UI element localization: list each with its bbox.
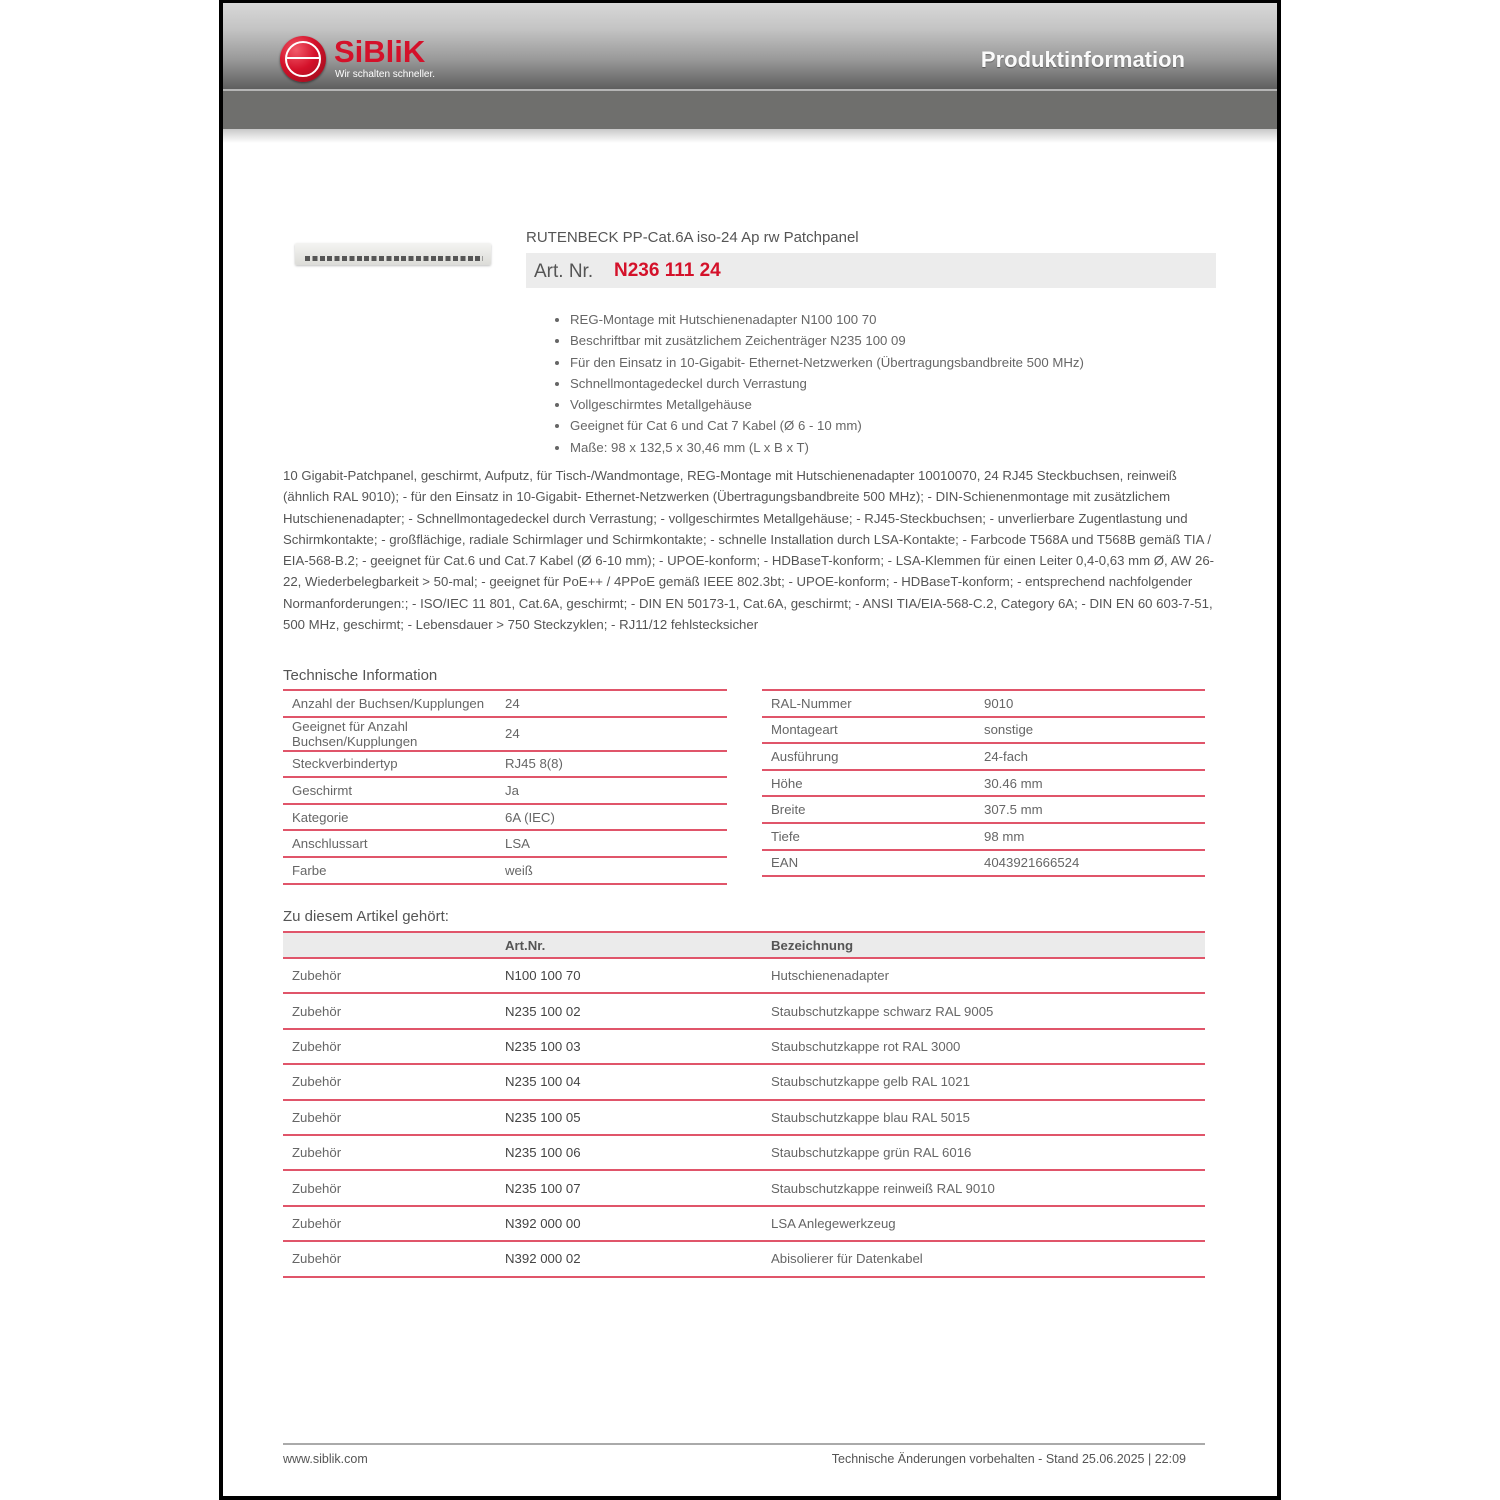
footer-website-link[interactable]: www.siblik.com <box>283 1452 368 1466</box>
header-dark-band <box>223 91 1277 129</box>
table-row <box>283 1029 1205 1064</box>
table-row <box>283 717 727 751</box>
accessory-art-nr: N392 000 02 <box>496 1241 762 1276</box>
accessory-art-nr: N235 100 03 <box>496 1029 762 1064</box>
patch-panel-body <box>295 243 491 265</box>
spec-label: Montageart <box>762 717 975 744</box>
accessory-name: Staubschutzkappe schwarz RAL 9005 <box>762 993 1205 1028</box>
spec-value: 24 <box>496 690 727 717</box>
tech-info-table-right <box>762 689 1205 877</box>
accessory-art-nr: N235 100 04 <box>496 1064 762 1099</box>
siblik-logo-icon <box>280 36 326 82</box>
article-number-bar <box>526 253 1216 288</box>
feature-item: • Geeignet für Cat 6 und Cat 7 Kabel (Ø 6 - 10 mm) <box>570 415 1084 436</box>
accessory-type: Zubehör <box>283 1029 496 1064</box>
product-datasheet-page <box>219 0 1281 1500</box>
table-row <box>762 690 1205 717</box>
spec-label: Tiefe <box>762 823 975 850</box>
accessory-name: Staubschutzkappe rot RAL 3000 <box>762 1029 1205 1064</box>
spec-value: 24 <box>496 717 727 751</box>
product-description: 10 Gigabit-Patchpanel, geschirmt, Aufputz, für Tisch-/Wandmontage, REG-Montage mit Hutschienenadapter 10010070, 24 RJ45 Steckbuchsen, reinweiß (ähnlich RAL 9010); - für den Einsatz in 10-Gigabit- Ethernet-Netzwerken (Übertragungsbandbreite 500 MHz); - DIN-Schienenmontage mit zusätzlichem Hutschienenadapter; - Schnellmontagedeckel durch Verrastung; - vollgeschirmtes Metallgehäuse; - RJ45-Steckbuchsen; - unverlierbare Zugentlastung und Schirmkontakte; - großflächige, radiale Schirmlager und Schirmkontakte; - schnelle Installation durch LSA-Kontakte; - Farbcode T568A und T568B gemäß TIA / EIA-568-B.2; - geeignet für Cat.6 und Cat.7 Kabel (Ø 6-10 mm); - UPOE-konform; - HDBaseT-konform; - LSA-Klemmen für einen Leiter 0,4-0,63 mm Ø, AW 26-22, Wiederbelegbarkeit > 50-mal; - geeignet für PoE++ / 4PPoE gemäß IEEE 802.3bt; - UPOE-konform; - HDBaseT-konform; - entsprechend nachfolgender Normanforderungen:; - ISO/IEC 11 801, Cat.6A, geschirmt; - DIN EN 50173-1, Cat.6A, geschirmt; - ANSI TIA/EIA-568-C.2, Category 6A; - DIN EN 60 603-7-51, 500 MHz, geschirmt; - Lebensdauer > 750 Steckzyklen; - RJ11/12 fehlstecksicher <box>283 468 1215 633</box>
footer-note: Technische Änderungen vorbehalten - Stand 25.06.2025 | 22:09 <box>831 1452 1186 1466</box>
siblik-logo <box>280 36 480 86</box>
spec-label: Anzahl der Buchsen/Kupplungen <box>283 690 496 717</box>
table-row <box>762 717 1205 744</box>
table-row <box>283 1064 1205 1099</box>
spec-label: Ausführung <box>762 743 975 770</box>
accessory-name: Staubschutzkappe blau RAL 5015 <box>762 1100 1205 1135</box>
accessory-type: Zubehör <box>283 958 496 993</box>
spec-label: Farbe <box>283 857 496 884</box>
brand-name: SiBliK <box>334 34 426 69</box>
spec-value: 9010 <box>975 690 1205 717</box>
table-row <box>283 777 727 804</box>
spec-label: Höhe <box>762 770 975 797</box>
feature-list <box>547 309 1084 458</box>
table-row <box>283 690 727 717</box>
feature-item: • Maße: 98 x 132,5 x 30,46 mm (L x B x T) <box>570 437 1084 458</box>
article-number: N236 111 24 <box>614 260 721 281</box>
table-row <box>283 804 727 831</box>
table-row <box>762 850 1205 877</box>
accessories-table <box>283 931 1205 1278</box>
accessory-name: Abisolierer für Datenkabel <box>762 1241 1205 1276</box>
spec-label: Kategorie <box>283 804 496 831</box>
accessory-name: LSA Anlegewerkzeug <box>762 1206 1205 1241</box>
spec-value: 30.46 mm <box>975 770 1205 797</box>
feature-item: • REG-Montage mit Hutschienenadapter N100 100 70 <box>570 309 1084 330</box>
spec-value: sonstige <box>975 717 1205 744</box>
spec-label: Breite <box>762 796 975 823</box>
accessory-name: Staubschutzkappe grün RAL 6016 <box>762 1135 1205 1170</box>
accessory-type: Zubehör <box>283 1241 496 1276</box>
tech-info-heading: Technische Information <box>283 667 438 684</box>
table-row <box>762 770 1205 797</box>
brand-tagline: Wir schalten schneller. <box>335 69 436 80</box>
accessory-name: Hutschienenadapter <box>762 958 1205 993</box>
accessory-type: Zubehör <box>283 1170 496 1205</box>
column-header-bezeichnung: Bezeichnung <box>762 932 1205 958</box>
accessory-art-nr: N235 100 06 <box>496 1135 762 1170</box>
accessory-art-nr: N235 100 05 <box>496 1100 762 1135</box>
patch-panel-ports <box>305 256 483 261</box>
table-row <box>283 993 1205 1028</box>
spec-label: Steckverbindertyp <box>283 751 496 778</box>
spec-value: 4043921666524 <box>975 850 1205 877</box>
column-header-type <box>283 932 496 958</box>
table-row <box>283 857 727 884</box>
spec-value: 24-fach <box>975 743 1205 770</box>
feature-item: • Schnellmontagedeckel durch Verrastung <box>570 373 1084 394</box>
tech-info-table-left <box>283 689 727 885</box>
header-shadow <box>223 129 1277 143</box>
spec-label: Geeignet für Anzahl Buchsen/Kupplungen <box>283 717 496 751</box>
spec-value: 6A (IEC) <box>496 804 727 831</box>
spec-value: 98 mm <box>975 823 1205 850</box>
spec-value: LSA <box>496 830 727 857</box>
table-row <box>283 1135 1205 1170</box>
accessory-art-nr: N100 100 70 <box>496 958 762 993</box>
accessory-name: Staubschutzkappe gelb RAL 1021 <box>762 1064 1205 1099</box>
spec-label: Anschlussart <box>283 830 496 857</box>
feature-item: • Für den Einsatz in 10-Gigabit- Ethernet-Netzwerken (Übertragungsbandbreite 500 MHz) <box>570 352 1084 373</box>
spec-label: RAL-Nummer <box>762 690 975 717</box>
accessories-heading: Zu diesem Artikel gehört: <box>283 908 449 925</box>
accessory-art-nr: N392 000 00 <box>496 1206 762 1241</box>
column-header-art-nr: Art.Nr. <box>496 932 762 958</box>
article-number-label: Art. Nr. <box>534 261 594 282</box>
table-row <box>762 796 1205 823</box>
table-row <box>283 830 727 857</box>
table-row <box>283 1206 1205 1241</box>
table-row <box>762 823 1205 850</box>
feature-item: • Vollgeschirmtes Metallgehäuse <box>570 394 1084 415</box>
table-row <box>283 1241 1205 1276</box>
spec-value: 307.5 mm <box>975 796 1205 823</box>
accessory-type: Zubehör <box>283 1100 496 1135</box>
accessory-art-nr: N235 100 02 <box>496 993 762 1028</box>
patch-panel-image <box>295 243 491 269</box>
accessory-type: Zubehör <box>283 1135 496 1170</box>
footer-divider <box>283 1443 1205 1445</box>
table-header-row <box>283 932 1205 958</box>
accessory-type: Zubehör <box>283 993 496 1028</box>
product-title: RUTENBECK PP-Cat.6A iso-24 Ap rw Patchpanel <box>526 229 859 246</box>
spec-value: weiß <box>496 857 727 884</box>
accessory-art-nr: N235 100 07 <box>496 1170 762 1205</box>
spec-label: EAN <box>762 850 975 877</box>
page-title: Produktinformation <box>980 47 1185 72</box>
table-row <box>283 958 1205 993</box>
table-row <box>283 1170 1205 1205</box>
feature-item: • Beschriftbar mit zusätzlichem Zeichenträger N235 100 09 <box>570 330 1084 351</box>
table-row <box>283 1100 1205 1135</box>
spec-label: Geschirmt <box>283 777 496 804</box>
table-row <box>283 751 727 778</box>
accessory-type: Zubehör <box>283 1206 496 1241</box>
table-row <box>762 743 1205 770</box>
spec-value: RJ45 8(8) <box>496 751 727 778</box>
accessory-type: Zubehör <box>283 1064 496 1099</box>
spec-value: Ja <box>496 777 727 804</box>
accessory-name: Staubschutzkappe reinweiß RAL 9010 <box>762 1170 1205 1205</box>
